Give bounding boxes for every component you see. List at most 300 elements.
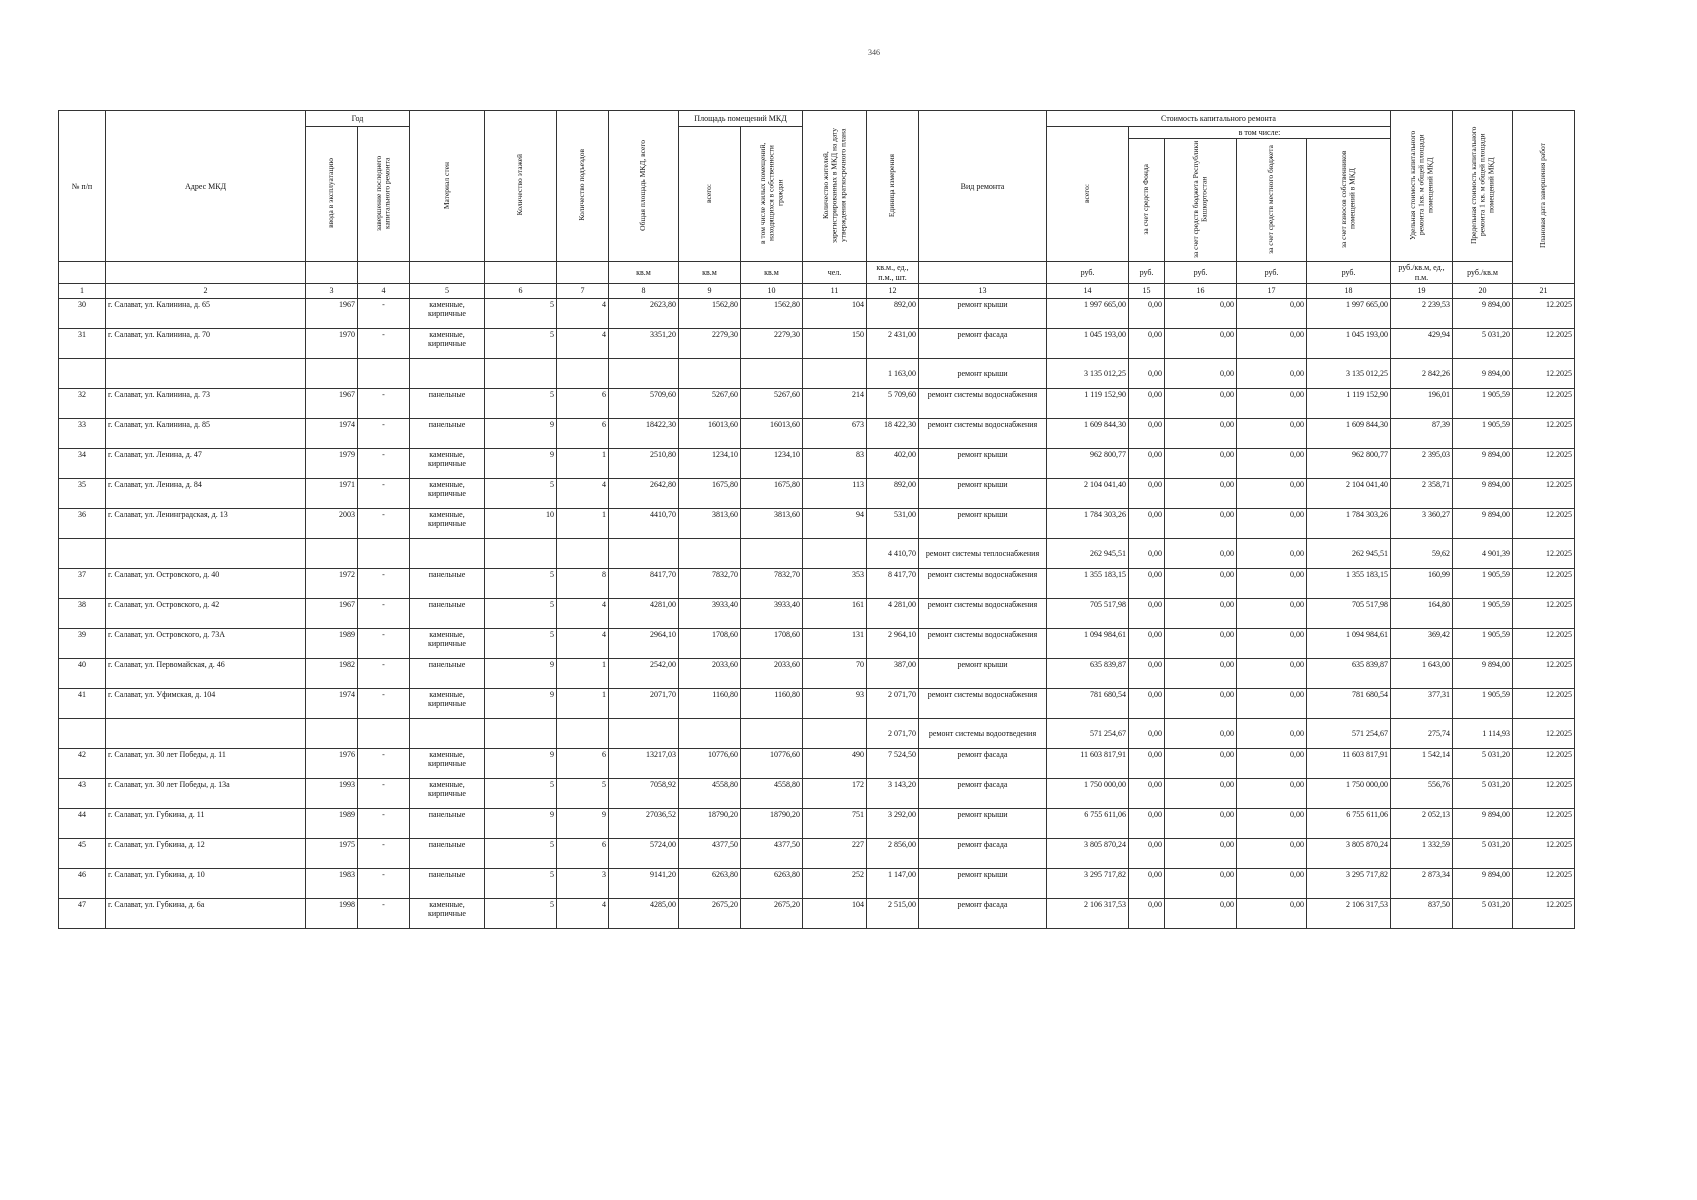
wall-material: панельные xyxy=(410,868,485,898)
address: г. Салават, ул. Калинина, д. 73 xyxy=(106,388,306,418)
cost-total: 2 106 317,53 xyxy=(1047,898,1129,928)
wall-material: каменные, кирпичные xyxy=(410,448,485,478)
column-number: 7 xyxy=(557,283,609,298)
max-cost: 1 114,93 xyxy=(1453,718,1513,748)
premises-total: 4377,50 xyxy=(679,838,741,868)
year-last-repair: - xyxy=(358,298,410,328)
table-row xyxy=(59,568,1575,598)
row-number: 30 xyxy=(59,298,106,328)
plan-date: 12.2025 xyxy=(1513,568,1575,598)
cost-fund: 0,00 xyxy=(1129,568,1165,598)
cost-republic: 0,00 xyxy=(1165,358,1237,388)
total-area: 2642,80 xyxy=(609,478,679,508)
repair-type: ремонт системы водоснабжения xyxy=(919,628,1047,658)
floors: 5 xyxy=(485,298,557,328)
residents: 70 xyxy=(803,658,867,688)
year-last-repair xyxy=(358,358,410,388)
cost-republic: 0,00 xyxy=(1165,688,1237,718)
header-floors: Количество этажей xyxy=(515,154,525,216)
page-number: 346 xyxy=(868,48,880,57)
total-area: 2542,00 xyxy=(609,658,679,688)
wall-material xyxy=(410,538,485,568)
cost-local: 0,00 xyxy=(1237,658,1307,688)
repair-type: ремонт крыши xyxy=(919,508,1047,538)
column-number: 15 xyxy=(1129,283,1165,298)
cost-local: 0,00 xyxy=(1237,358,1307,388)
table-row xyxy=(59,838,1575,868)
cost-total: 1 750 000,00 xyxy=(1047,778,1129,808)
repair-type: ремонт фасада xyxy=(919,838,1047,868)
cost-total: 2 104 041,40 xyxy=(1047,478,1129,508)
cost-total: 11 603 817,91 xyxy=(1047,748,1129,778)
residents: 172 xyxy=(803,778,867,808)
plan-date: 12.2025 xyxy=(1513,868,1575,898)
plan-date: 12.2025 xyxy=(1513,358,1575,388)
cost-fund: 0,00 xyxy=(1129,688,1165,718)
cost-republic: 0,00 xyxy=(1165,868,1237,898)
residents: 150 xyxy=(803,328,867,358)
unit-value: 402,00 xyxy=(867,448,919,478)
column-number: 16 xyxy=(1165,283,1237,298)
premises-total: 1708,60 xyxy=(679,628,741,658)
unit-cell: руб. xyxy=(1129,262,1165,283)
cost-local: 0,00 xyxy=(1237,448,1307,478)
row-number: 38 xyxy=(59,598,106,628)
header-residents: Количество жителей, зарегистрированных в МКД на дату утверждения краткосрочного плана xyxy=(820,127,847,243)
entrances: 6 xyxy=(557,388,609,418)
floors: 9 xyxy=(485,808,557,838)
table-row xyxy=(59,358,1575,388)
max-cost: 1 905,59 xyxy=(1453,688,1513,718)
unit-cell: руб./кв.м, ед., п.м. xyxy=(1391,262,1453,283)
entrances: 5 xyxy=(557,778,609,808)
year-commission: 1970 xyxy=(306,328,358,358)
residents: 353 xyxy=(803,568,867,598)
cost-fund: 0,00 xyxy=(1129,538,1165,568)
unit-value: 7 524,50 xyxy=(867,748,919,778)
header-unit-measure: Единица измерения xyxy=(887,153,897,217)
address: г. Салават, ул. 30 лет Победы, д. 11 xyxy=(106,748,306,778)
cost-total: 571 254,67 xyxy=(1047,718,1129,748)
total-area: 7058,92 xyxy=(609,778,679,808)
cost-owners: 3 135 012,25 xyxy=(1307,358,1391,388)
cost-republic: 0,00 xyxy=(1165,598,1237,628)
unit-value: 2 071,70 xyxy=(867,688,919,718)
cost-republic: 0,00 xyxy=(1165,718,1237,748)
residents: 93 xyxy=(803,688,867,718)
header-cost-republic: за счет средств бюджета Республики Башкортостан xyxy=(1190,140,1209,258)
cost-local: 0,00 xyxy=(1237,568,1307,598)
max-cost: 1 905,59 xyxy=(1453,418,1513,448)
wall-material: панельные xyxy=(410,658,485,688)
max-cost: 5 031,20 xyxy=(1453,838,1513,868)
address xyxy=(106,538,306,568)
cost-republic: 0,00 xyxy=(1165,778,1237,808)
year-last-repair: - xyxy=(358,808,410,838)
table-row xyxy=(59,328,1575,358)
cost-republic: 0,00 xyxy=(1165,328,1237,358)
unit-cost: 2 052,13 xyxy=(1391,808,1453,838)
cost-fund: 0,00 xyxy=(1129,778,1165,808)
address: г. Салават, ул. Островского, д. 42 xyxy=(106,598,306,628)
unit-cell: кв.м xyxy=(741,262,803,283)
wall-material: каменные, кирпичные xyxy=(410,328,485,358)
cost-owners: 705 517,98 xyxy=(1307,598,1391,628)
row-number: 43 xyxy=(59,778,106,808)
row-number: 46 xyxy=(59,868,106,898)
year-commission: 1967 xyxy=(306,598,358,628)
floors: 5 xyxy=(485,568,557,598)
premises-total: 6263,80 xyxy=(679,868,741,898)
unit-value: 1 147,00 xyxy=(867,868,919,898)
residents: 94 xyxy=(803,508,867,538)
address: г. Салават, ул. Уфимская, д. 104 xyxy=(106,688,306,718)
floors: 5 xyxy=(485,388,557,418)
plan-date: 12.2025 xyxy=(1513,838,1575,868)
cost-fund: 0,00 xyxy=(1129,508,1165,538)
wall-material: каменные, кирпичные xyxy=(410,508,485,538)
header-premises-group: Площадь помещений МКД xyxy=(679,111,803,127)
year-last-repair: - xyxy=(358,838,410,868)
cost-republic: 0,00 xyxy=(1165,418,1237,448)
repair-type: ремонт крыши xyxy=(919,868,1047,898)
cost-total: 1 355 183,15 xyxy=(1047,568,1129,598)
floors: 5 xyxy=(485,868,557,898)
wall-material: каменные, кирпичные xyxy=(410,778,485,808)
unit-cell: руб. xyxy=(1237,262,1307,283)
max-cost: 1 905,59 xyxy=(1453,598,1513,628)
year-last-repair: - xyxy=(358,658,410,688)
table-row xyxy=(59,658,1575,688)
cost-fund: 0,00 xyxy=(1129,838,1165,868)
unit-cost: 2 842,26 xyxy=(1391,358,1453,388)
address: г. Салават, ул. Губкина, д. 10 xyxy=(106,868,306,898)
total-area: 4285,00 xyxy=(609,898,679,928)
cost-fund: 0,00 xyxy=(1129,658,1165,688)
max-cost: 4 901,39 xyxy=(1453,538,1513,568)
repair-type: ремонт фасада xyxy=(919,898,1047,928)
cost-fund: 0,00 xyxy=(1129,718,1165,748)
premises-owned: 16013,60 xyxy=(741,418,803,448)
unit-value: 8 417,70 xyxy=(867,568,919,598)
premises-total: 1234,10 xyxy=(679,448,741,478)
unit-value: 2 856,00 xyxy=(867,838,919,868)
max-cost: 1 905,59 xyxy=(1453,388,1513,418)
entrances: 8 xyxy=(557,568,609,598)
plan-date: 12.2025 xyxy=(1513,448,1575,478)
table-row xyxy=(59,598,1575,628)
total-area: 2964,10 xyxy=(609,628,679,658)
cost-total: 1 045 193,00 xyxy=(1047,328,1129,358)
residents: 113 xyxy=(803,478,867,508)
cost-fund: 0,00 xyxy=(1129,628,1165,658)
unit-value: 4 281,00 xyxy=(867,598,919,628)
wall-material: каменные, кирпичные xyxy=(410,298,485,328)
premises-total xyxy=(679,358,741,388)
total-area: 5709,60 xyxy=(609,388,679,418)
year-last-repair: - xyxy=(358,448,410,478)
wall-material: панельные xyxy=(410,838,485,868)
max-cost: 9 894,00 xyxy=(1453,508,1513,538)
row-number xyxy=(59,358,106,388)
cost-owners: 1 355 183,15 xyxy=(1307,568,1391,598)
table-row xyxy=(59,808,1575,838)
row-number: 47 xyxy=(59,898,106,928)
unit-cell: руб. xyxy=(1165,262,1237,283)
cost-total: 6 755 611,06 xyxy=(1047,808,1129,838)
row-number: 33 xyxy=(59,418,106,448)
premises-total: 10776,60 xyxy=(679,748,741,778)
header-cost-owners: за счет взносов собственников помещений в МКД xyxy=(1338,150,1357,248)
floors: 5 xyxy=(485,628,557,658)
floors: 9 xyxy=(485,748,557,778)
table-row xyxy=(59,538,1575,568)
repair-type: ремонт крыши xyxy=(919,478,1047,508)
row-number: 39 xyxy=(59,628,106,658)
plan-date: 12.2025 xyxy=(1513,748,1575,778)
unit-value: 4 410,70 xyxy=(867,538,919,568)
unit-cost: 2 873,34 xyxy=(1391,868,1453,898)
column-number: 12 xyxy=(867,283,919,298)
address: г. Салават, ул. Калинина, д. 65 xyxy=(106,298,306,328)
floors: 5 xyxy=(485,328,557,358)
total-area: 27036,52 xyxy=(609,808,679,838)
cost-fund: 0,00 xyxy=(1129,448,1165,478)
premises-owned: 4558,80 xyxy=(741,778,803,808)
premises-owned: 5267,60 xyxy=(741,388,803,418)
floors: 5 xyxy=(485,778,557,808)
repair-type: ремонт системы теплоснабжения xyxy=(919,538,1047,568)
year-last-repair: - xyxy=(358,478,410,508)
residents: 751 xyxy=(803,808,867,838)
unit-value: 5 709,60 xyxy=(867,388,919,418)
year-commission: 1975 xyxy=(306,838,358,868)
cost-total: 262 945,51 xyxy=(1047,538,1129,568)
premises-owned xyxy=(741,718,803,748)
premises-total xyxy=(679,718,741,748)
repair-type: ремонт фасада xyxy=(919,778,1047,808)
wall-material: панельные xyxy=(410,568,485,598)
premises-owned: 7832,70 xyxy=(741,568,803,598)
cost-fund: 0,00 xyxy=(1129,418,1165,448)
premises-total: 2675,20 xyxy=(679,898,741,928)
unit-value: 18 422,30 xyxy=(867,418,919,448)
unit-value: 2 431,00 xyxy=(867,328,919,358)
year-commission: 1971 xyxy=(306,478,358,508)
year-last-repair: - xyxy=(358,868,410,898)
unit-cell: руб./кв.м xyxy=(1453,262,1513,283)
residents: 161 xyxy=(803,598,867,628)
year-last-repair: - xyxy=(358,748,410,778)
cost-owners: 2 104 041,40 xyxy=(1307,478,1391,508)
header-cost-fund: за счет средств Фонда xyxy=(1141,163,1151,235)
cost-republic: 0,00 xyxy=(1165,628,1237,658)
plan-date: 12.2025 xyxy=(1513,388,1575,418)
premises-owned xyxy=(741,358,803,388)
wall-material: каменные, кирпичные xyxy=(410,898,485,928)
cost-total: 781 680,54 xyxy=(1047,688,1129,718)
premises-owned: 1234,10 xyxy=(741,448,803,478)
header-plan-date: Плановая дата завершения работ xyxy=(1538,143,1548,249)
max-cost: 9 894,00 xyxy=(1453,808,1513,838)
column-number: 5 xyxy=(410,283,485,298)
floors xyxy=(485,538,557,568)
unit-value: 387,00 xyxy=(867,658,919,688)
year-last-repair: - xyxy=(358,328,410,358)
row-number: 32 xyxy=(59,388,106,418)
year-commission: 1972 xyxy=(306,568,358,598)
unit-cost: 196,01 xyxy=(1391,388,1453,418)
column-number: 17 xyxy=(1237,283,1307,298)
plan-date: 12.2025 xyxy=(1513,808,1575,838)
unit-cost: 160,99 xyxy=(1391,568,1453,598)
year-commission xyxy=(306,538,358,568)
year-last-repair: - xyxy=(358,568,410,598)
floors: 9 xyxy=(485,658,557,688)
table-row xyxy=(59,748,1575,778)
cost-owners: 1 609 844,30 xyxy=(1307,418,1391,448)
header-premises-owned: в том числе жилых помещений, находящихся в собственности граждан xyxy=(757,142,784,244)
cost-total: 1 609 844,30 xyxy=(1047,418,1129,448)
premises-owned: 4377,50 xyxy=(741,838,803,868)
total-area: 8417,70 xyxy=(609,568,679,598)
plan-date: 12.2025 xyxy=(1513,538,1575,568)
entrances: 4 xyxy=(557,628,609,658)
floors: 5 xyxy=(485,898,557,928)
column-number: 11 xyxy=(803,283,867,298)
plan-date: 12.2025 xyxy=(1513,598,1575,628)
year-commission: 2003 xyxy=(306,508,358,538)
wall-material: панельные xyxy=(410,598,485,628)
address: г. Салават, ул. Островского, д. 40 xyxy=(106,568,306,598)
column-number: 2 xyxy=(106,283,306,298)
max-cost: 5 031,20 xyxy=(1453,328,1513,358)
wall-material: панельные xyxy=(410,418,485,448)
table-row xyxy=(59,778,1575,808)
premises-owned: 2675,20 xyxy=(741,898,803,928)
unit-cost: 1 332,59 xyxy=(1391,838,1453,868)
max-cost: 1 905,59 xyxy=(1453,568,1513,598)
residents: 104 xyxy=(803,298,867,328)
total-area xyxy=(609,718,679,748)
cost-local: 0,00 xyxy=(1237,868,1307,898)
header-total-area: Общая площадь МКД, всего xyxy=(638,139,648,231)
cost-total: 1 094 984,61 xyxy=(1047,628,1129,658)
cost-owners: 11 603 817,91 xyxy=(1307,748,1391,778)
max-cost: 9 894,00 xyxy=(1453,358,1513,388)
repair-type: ремонт крыши xyxy=(919,658,1047,688)
unit-value: 531,00 xyxy=(867,508,919,538)
header-year-commission: ввода в эксплуатацию xyxy=(326,158,336,229)
max-cost: 5 031,20 xyxy=(1453,748,1513,778)
header-repair-type: Вид ремонта xyxy=(919,111,1047,262)
residents: 227 xyxy=(803,838,867,868)
entrances: 4 xyxy=(557,328,609,358)
year-commission: 1967 xyxy=(306,388,358,418)
year-last-repair: - xyxy=(358,508,410,538)
cost-local: 0,00 xyxy=(1237,328,1307,358)
cost-republic: 0,00 xyxy=(1165,898,1237,928)
cost-owners: 2 106 317,53 xyxy=(1307,898,1391,928)
floors: 9 xyxy=(485,448,557,478)
entrances xyxy=(557,358,609,388)
floors: 9 xyxy=(485,418,557,448)
cost-local: 0,00 xyxy=(1237,838,1307,868)
year-last-repair: - xyxy=(358,418,410,448)
cost-local: 0,00 xyxy=(1237,628,1307,658)
year-commission: 1993 xyxy=(306,778,358,808)
entrances: 1 xyxy=(557,448,609,478)
table-row xyxy=(59,628,1575,658)
unit-cell: чел. xyxy=(803,262,867,283)
residents: 104 xyxy=(803,898,867,928)
row-number: 40 xyxy=(59,658,106,688)
cost-total: 3 805 870,24 xyxy=(1047,838,1129,868)
unit-cell: кв.м xyxy=(609,262,679,283)
cost-fund: 0,00 xyxy=(1129,358,1165,388)
row-number: 44 xyxy=(59,808,106,838)
wall-material xyxy=(410,718,485,748)
unit-cost: 164,80 xyxy=(1391,598,1453,628)
cost-local: 0,00 xyxy=(1237,478,1307,508)
cost-total: 1 997 665,00 xyxy=(1047,298,1129,328)
wall-material: каменные, кирпичные xyxy=(410,748,485,778)
column-number: 14 xyxy=(1047,283,1129,298)
cost-total: 3 135 012,25 xyxy=(1047,358,1129,388)
repair-type: ремонт системы водоснабжения xyxy=(919,568,1047,598)
premises-total: 1562,80 xyxy=(679,298,741,328)
cost-total: 1 784 303,26 xyxy=(1047,508,1129,538)
floors: 5 xyxy=(485,478,557,508)
cost-republic: 0,00 xyxy=(1165,538,1237,568)
cost-owners: 1 784 303,26 xyxy=(1307,508,1391,538)
year-last-repair xyxy=(358,718,410,748)
address: г. Салават, ул. Калинина, д. 85 xyxy=(106,418,306,448)
repair-type: ремонт крыши xyxy=(919,808,1047,838)
table-row xyxy=(59,478,1575,508)
max-cost: 5 031,20 xyxy=(1453,778,1513,808)
cost-owners: 571 254,67 xyxy=(1307,718,1391,748)
cost-local: 0,00 xyxy=(1237,298,1307,328)
plan-date: 12.2025 xyxy=(1513,298,1575,328)
cost-fund: 0,00 xyxy=(1129,898,1165,928)
premises-owned xyxy=(741,538,803,568)
max-cost: 9 894,00 xyxy=(1453,478,1513,508)
cost-fund: 0,00 xyxy=(1129,388,1165,418)
total-area: 13217,03 xyxy=(609,748,679,778)
residents xyxy=(803,538,867,568)
address: г. Салават, ул. Губкина, д. 11 xyxy=(106,808,306,838)
table-row xyxy=(59,508,1575,538)
year-commission: 1982 xyxy=(306,658,358,688)
cost-fund: 0,00 xyxy=(1129,328,1165,358)
total-area: 3351,20 xyxy=(609,328,679,358)
address xyxy=(106,358,306,388)
header-address: Адрес МКД xyxy=(106,111,306,262)
cost-local: 0,00 xyxy=(1237,538,1307,568)
wall-material: каменные, кирпичные xyxy=(410,478,485,508)
row-number xyxy=(59,718,106,748)
column-number: 9 xyxy=(679,283,741,298)
total-area: 2623,80 xyxy=(609,298,679,328)
cost-fund: 0,00 xyxy=(1129,298,1165,328)
residents: 83 xyxy=(803,448,867,478)
cost-owners: 3 805 870,24 xyxy=(1307,838,1391,868)
repair-register-table xyxy=(58,110,1575,929)
premises-owned: 3933,40 xyxy=(741,598,803,628)
max-cost: 9 894,00 xyxy=(1453,448,1513,478)
cost-fund: 0,00 xyxy=(1129,808,1165,838)
